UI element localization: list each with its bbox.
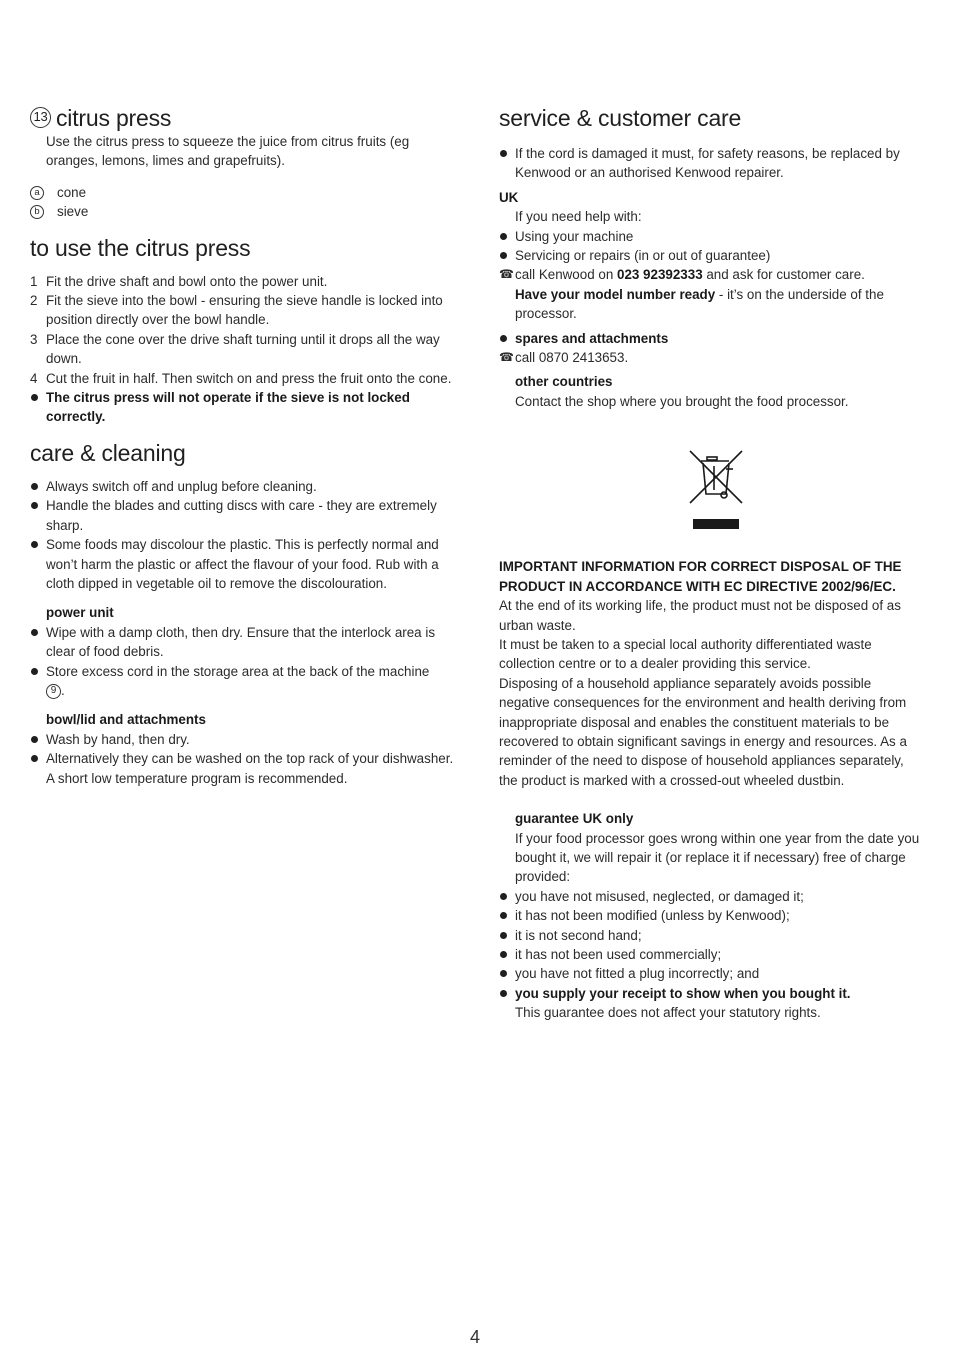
citrus-intro: Use the citrus press to squeeze the juice from citrus fruits (eg oranges, lemons, limes and grapefruits). <box>46 134 410 169</box>
service-care-heading: service & customer care <box>499 105 742 131</box>
condition-item: you have not misused, neglected, or damaged it; <box>499 887 924 906</box>
help-intro: If you need help with: <box>515 209 642 225</box>
use-citrus-heading: to use the citrus press <box>30 234 251 261</box>
bullet-icon <box>500 150 507 157</box>
disposal-section <box>499 557 924 790</box>
step-item: 3 Place the cone over the drive shaft turning until it drops all the way down. <box>30 331 440 367</box>
phone-number: 023 92392333 <box>617 267 703 283</box>
care-item: Handle the blades and cutting discs with care - they are extremely sharp. <box>30 496 458 535</box>
bullet-icon <box>31 755 38 762</box>
other-countries-heading: other countries <box>515 374 613 390</box>
part-number-badge: 9 <box>46 684 61 699</box>
bullet-icon <box>31 541 38 548</box>
crossed-out-wheeled-bin-icon <box>686 447 746 529</box>
uk-heading: UK <box>499 189 519 205</box>
receipt-item: you supply your receipt to show when you bought it. <box>499 984 924 1003</box>
disposal-paragraph: Disposing of a household appliance separately avoids possible negative consequences for the environment and health deriving from inappropriate disposal and enables the constituent materials to be recovered to obtain significant savings in energy and resources. As a reminder of the need to dispose of household appliances separately, the product is marked with a crossed-out wheeled dustbin. <box>499 675 907 788</box>
spares-heading: spares and attachments <box>499 329 924 348</box>
guarantee-intro: If your food processor goes wrong within one year from the date you bought it, we will repair it (or replace it if necessary) free of charge provided: <box>515 830 920 885</box>
spares-call: ☎ call 0870 2413653. <box>499 348 924 367</box>
bullet-icon <box>500 335 507 342</box>
help-item: Using your machine <box>499 227 924 246</box>
bowl-item: Alternatively they can be washed on the top rack of your dishwasher. A short low temperature program is recommended. <box>30 749 458 788</box>
care-item: Always switch off and unplug before cleaning. <box>30 477 458 496</box>
citrus-press-heading: 13 citrus press <box>30 104 458 132</box>
bin-symbol <box>686 447 746 507</box>
bowl-list <box>30 730 458 788</box>
power-item: Store excess cord in the storage area at the back of the machine 9 . <box>30 662 458 701</box>
statutory-rights: This guarantee does not affect your statutory rights. <box>515 1005 821 1021</box>
disposal-paragraph: At the end of its working life, the product must not be disposed of as urban waste. <box>499 598 901 633</box>
condition-item: it has not been modified (unless by Kenwood); <box>499 906 924 925</box>
parts-list <box>30 183 458 222</box>
part-letter-badge: a <box>30 186 44 200</box>
warning-item: The citrus press will not operate if the sieve is not locked correctly. <box>30 388 458 427</box>
part-item: a cone <box>30 183 458 202</box>
call-kenwood: ☎ call Kenwood on 023 92392333 and ask for customer care. Have your model number ready - it’s on the underside of the processor. <box>499 267 884 322</box>
part-number-badge: 13 <box>30 107 51 128</box>
bullet-icon <box>500 252 507 259</box>
phone-icon: ☎ <box>499 350 514 365</box>
bowl-item: Wash by hand, then dry. <box>30 730 458 749</box>
disposal-paragraph: It must be taken to a special local authority differentiated waste collection centre or to a dealer providing this service. <box>499 636 872 672</box>
cord-item: If the cord is damaged it must, for safety reasons, be replaced by Kenwood or an authorised Kenwood repairer. <box>499 144 924 183</box>
power-unit-heading: power unit <box>46 605 114 621</box>
bullet-icon <box>500 970 507 977</box>
step-item: 1 Fit the drive shaft and bowl onto the power unit. <box>30 273 328 289</box>
help-item: Servicing or repairs (in or out of guarantee) <box>499 246 924 265</box>
bullet-icon <box>500 951 507 958</box>
right-column <box>499 104 924 1023</box>
service-section <box>499 144 924 411</box>
step-item: 4 Cut the fruit in half. Then switch on and press the fruit onto the cone. <box>30 370 452 386</box>
other-countries-text: Contact the shop where you brought the food processor. <box>515 393 849 409</box>
bullet-icon <box>500 932 507 939</box>
condition-item: you have not fitted a plug incorrectly; and <box>499 964 924 983</box>
steps-list <box>30 272 458 427</box>
bullet-icon <box>500 912 507 919</box>
care-list <box>30 477 458 593</box>
bullet-icon <box>31 502 38 509</box>
phone-icon: ☎ <box>499 267 514 282</box>
step-item: 2 Fit the sieve into the bowl - ensuring the sieve handle is locked into position directly over the bowl handle. <box>30 293 443 328</box>
power-unit-list <box>30 623 458 701</box>
disposal-heading: IMPORTANT INFORMATION FOR CORRECT DISPOSAL OF THE PRODUCT IN ACCORDANCE WITH EC DIRECTIVE 2002/96/EC. <box>499 559 902 594</box>
bullet-icon <box>500 990 507 997</box>
condition-item: it is not second hand; <box>499 926 924 945</box>
care-cleaning-heading: care & cleaning <box>30 439 186 466</box>
bowl-lid-heading: bowl/lid and attachments <box>46 712 206 728</box>
power-item: Wipe with a damp cloth, then dry. Ensure that the interlock area is clear of food debris. <box>30 623 458 662</box>
bullet-icon <box>31 736 38 743</box>
guarantee-heading: guarantee UK only <box>515 811 634 827</box>
bullet-icon <box>31 668 38 675</box>
care-item: Some foods may discolour the plastic. This is perfectly normal and won’t harm the plastic or affect the flavour of your food. Rub with a cloth dipped in vegetable oil to remove the discolouration. <box>30 535 458 593</box>
bullet-icon <box>31 483 38 490</box>
bullet-icon <box>31 629 38 636</box>
page-number: 4 <box>470 1327 481 1347</box>
left-column <box>30 104 458 788</box>
bullet-icon <box>500 893 507 900</box>
bin-underline-bar <box>693 519 739 529</box>
condition-item: it has not been used commercially; <box>499 945 924 964</box>
guarantee-section <box>499 809 924 1022</box>
bullet-icon <box>31 394 38 401</box>
part-item: b sieve <box>30 202 458 221</box>
part-letter-badge: b <box>30 205 44 219</box>
bullet-icon <box>500 233 507 240</box>
